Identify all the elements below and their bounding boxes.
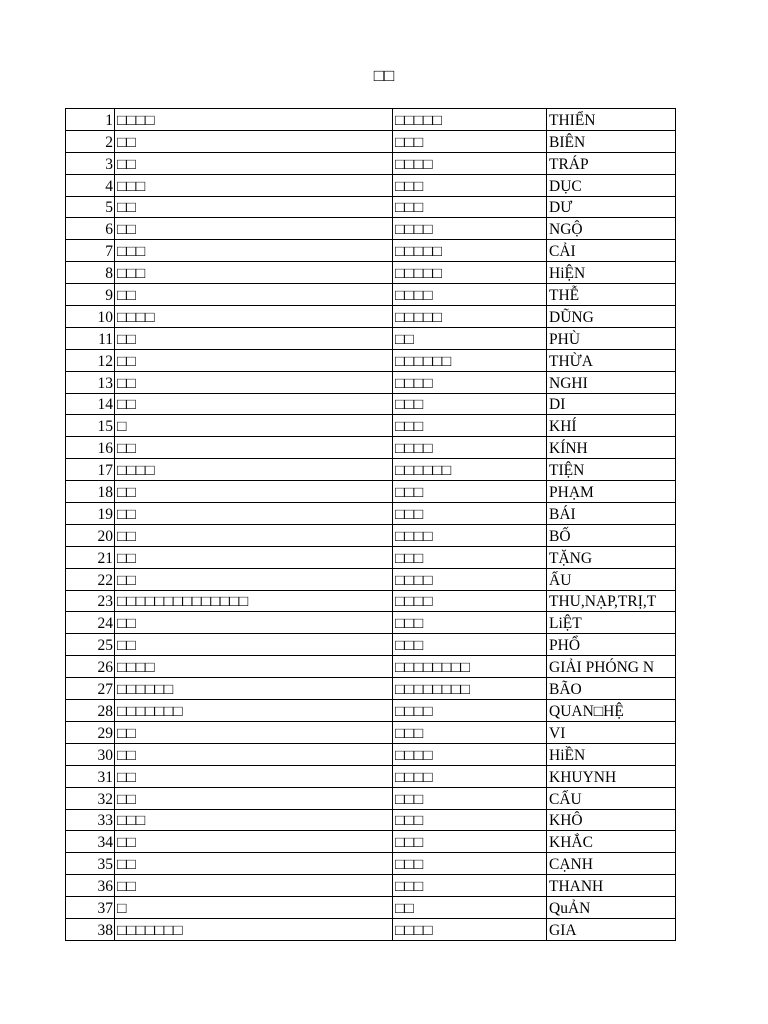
vietnamese-term-cell: KHÔ xyxy=(547,809,676,831)
table-row xyxy=(66,787,676,809)
table-row xyxy=(66,415,676,437)
chinese-term-cell: □□ xyxy=(115,787,393,809)
chinese-term-cell: □□ xyxy=(115,721,393,743)
table-row xyxy=(66,524,676,546)
vietnamese-term-cell: CẤU xyxy=(547,787,676,809)
vietnamese-term-cell: CẠNH xyxy=(547,853,676,875)
vietnamese-term-cell: BÁI xyxy=(547,503,676,525)
table-row xyxy=(66,743,676,765)
vietnamese-term-cell: KHẮC xyxy=(547,831,676,853)
row-number-cell: 14 xyxy=(66,393,115,415)
row-number-cell: 32 xyxy=(66,787,115,809)
chinese-term-cell: □□□ xyxy=(115,809,393,831)
row-number-cell: 24 xyxy=(66,612,115,634)
row-number-cell: 16 xyxy=(66,437,115,459)
vietnamese-term-cell: PHẠM xyxy=(547,481,676,503)
row-number-cell: 37 xyxy=(66,897,115,919)
pinyin-cell: □□□ xyxy=(393,787,547,809)
pinyin-cell: □□□□ xyxy=(393,743,547,765)
chinese-term-cell: □□ xyxy=(115,743,393,765)
vietnamese-term-cell: HiỀN xyxy=(547,743,676,765)
pinyin-cell: □□□□ xyxy=(393,700,547,722)
table-row xyxy=(66,568,676,590)
vietnamese-term-cell: DI xyxy=(547,393,676,415)
row-number-cell: 38 xyxy=(66,918,115,940)
pinyin-cell: □□□ xyxy=(393,875,547,897)
chinese-term-cell: □□ xyxy=(115,152,393,174)
table-row xyxy=(66,393,676,415)
chinese-term-cell: □□□□□□□ xyxy=(115,918,393,940)
chinese-term-cell: □□ xyxy=(115,284,393,306)
row-number-cell: 35 xyxy=(66,853,115,875)
chinese-term-cell: □□ xyxy=(115,634,393,656)
chinese-term-cell: □□□□□□ xyxy=(115,678,393,700)
chinese-term-cell: □□ xyxy=(115,393,393,415)
row-number-cell: 8 xyxy=(66,262,115,284)
table-row xyxy=(66,218,676,240)
chinese-term-cell: □□ xyxy=(115,831,393,853)
row-number-cell: 23 xyxy=(66,590,115,612)
pinyin-cell: □□ xyxy=(393,897,547,919)
pinyin-cell: □□□ xyxy=(393,174,547,196)
vietnamese-term-cell: NGHI xyxy=(547,371,676,393)
table-row xyxy=(66,897,676,919)
pinyin-cell: □□□□□□ xyxy=(393,349,547,371)
chinese-term-cell: □□□□ xyxy=(115,306,393,328)
pinyin-cell: □□□□ xyxy=(393,765,547,787)
chinese-term-cell: □□ xyxy=(115,853,393,875)
chinese-term-cell: □□ xyxy=(115,765,393,787)
table-row xyxy=(66,240,676,262)
vietnamese-term-cell: THỄ xyxy=(547,284,676,306)
row-number-cell: 30 xyxy=(66,743,115,765)
row-number-cell: 36 xyxy=(66,875,115,897)
row-number-cell: 7 xyxy=(66,240,115,262)
row-number-cell: 4 xyxy=(66,174,115,196)
pinyin-cell: □□□□□ xyxy=(393,240,547,262)
row-number-cell: 9 xyxy=(66,284,115,306)
chinese-term-cell: □□ xyxy=(115,568,393,590)
vietnamese-term-cell: BIÊN xyxy=(547,130,676,152)
vietnamese-term-cell: PHỔ xyxy=(547,634,676,656)
table-row xyxy=(66,918,676,940)
vietnamese-term-cell: LiỆT xyxy=(547,612,676,634)
pinyin-cell: □□□□ xyxy=(393,918,547,940)
vietnamese-term-cell: HiỆN xyxy=(547,262,676,284)
row-number-cell: 21 xyxy=(66,546,115,568)
pinyin-cell: □□□ xyxy=(393,130,547,152)
table-row xyxy=(66,349,676,371)
chinese-term-cell: □□ xyxy=(115,371,393,393)
table-row xyxy=(66,437,676,459)
vietnamese-term-cell: NGỘ xyxy=(547,218,676,240)
chinese-term-cell: □□ xyxy=(115,130,393,152)
vietnamese-term-cell: BỐ xyxy=(547,524,676,546)
table-row xyxy=(66,306,676,328)
table-row xyxy=(66,174,676,196)
table-row xyxy=(66,875,676,897)
pinyin-cell: □□□ xyxy=(393,196,547,218)
table-row xyxy=(66,678,676,700)
vietnamese-term-cell: GIA xyxy=(547,918,676,940)
pinyin-cell: □□□ xyxy=(393,415,547,437)
row-number-cell: 10 xyxy=(66,306,115,328)
table-row xyxy=(66,809,676,831)
vietnamese-term-cell: DỤC xyxy=(547,174,676,196)
table-row xyxy=(66,612,676,634)
table-row xyxy=(66,634,676,656)
row-number-cell: 13 xyxy=(66,371,115,393)
row-number-cell: 34 xyxy=(66,831,115,853)
chinese-term-cell: □□ xyxy=(115,875,393,897)
pinyin-cell: □□□□□□□□ xyxy=(393,678,547,700)
table-row xyxy=(66,481,676,503)
row-number-cell: 27 xyxy=(66,678,115,700)
vietnamese-term-cell: THANH xyxy=(547,875,676,897)
vietnamese-term-cell: CẢI xyxy=(547,240,676,262)
chinese-term-cell: □□ xyxy=(115,349,393,371)
row-number-cell: 1 xyxy=(66,109,115,131)
pinyin-cell: □□□□ xyxy=(393,437,547,459)
pinyin-cell: □□□ xyxy=(393,721,547,743)
table-row xyxy=(66,371,676,393)
pinyin-cell: □□□□ xyxy=(393,568,547,590)
pinyin-cell: □□□□□ xyxy=(393,109,547,131)
vietnamese-term-cell: QuẢN xyxy=(547,897,676,919)
pinyin-cell: □□□ xyxy=(393,809,547,831)
pinyin-cell: □□□□ xyxy=(393,152,547,174)
row-number-cell: 25 xyxy=(66,634,115,656)
pinyin-cell: □□□□ xyxy=(393,590,547,612)
row-number-cell: 17 xyxy=(66,459,115,481)
table-row xyxy=(66,109,676,131)
row-number-cell: 18 xyxy=(66,481,115,503)
chinese-term-cell: □□□□ xyxy=(115,459,393,481)
row-number-cell: 20 xyxy=(66,524,115,546)
table-row xyxy=(66,152,676,174)
table-row xyxy=(66,503,676,525)
pinyin-cell: □□□ xyxy=(393,831,547,853)
row-number-cell: 26 xyxy=(66,656,115,678)
table-row xyxy=(66,196,676,218)
table-row xyxy=(66,459,676,481)
table-row xyxy=(66,831,676,853)
chinese-term-cell: □□□ xyxy=(115,174,393,196)
chinese-term-cell: □□ xyxy=(115,524,393,546)
pinyin-cell: □□□□ xyxy=(393,371,547,393)
pinyin-cell: □□□□□□□□ xyxy=(393,656,547,678)
row-number-cell: 33 xyxy=(66,809,115,831)
pinyin-cell: □□□ xyxy=(393,481,547,503)
chinese-term-cell: □□ xyxy=(115,437,393,459)
table-row xyxy=(66,656,676,678)
pinyin-cell: □□□ xyxy=(393,546,547,568)
pinyin-cell: □□□□□□ xyxy=(393,459,547,481)
chinese-term-cell: □□ xyxy=(115,327,393,349)
table-row xyxy=(66,546,676,568)
row-number-cell: 31 xyxy=(66,765,115,787)
table-row xyxy=(66,853,676,875)
chinese-term-cell: □ xyxy=(115,897,393,919)
pinyin-cell: □□□ xyxy=(393,393,547,415)
row-number-cell: 2 xyxy=(66,130,115,152)
vietnamese-term-cell: TIỆN xyxy=(547,459,676,481)
chinese-term-cell: □□ xyxy=(115,546,393,568)
chinese-term-cell: □□□□ xyxy=(115,109,393,131)
row-number-cell: 22 xyxy=(66,568,115,590)
table-row xyxy=(66,327,676,349)
pinyin-cell: □□□□ xyxy=(393,218,547,240)
chinese-term-cell: □□ xyxy=(115,503,393,525)
table-row xyxy=(66,284,676,306)
chinese-term-cell: □□ xyxy=(115,218,393,240)
pinyin-cell: □□□□□ xyxy=(393,306,547,328)
table-row xyxy=(66,590,676,612)
row-number-cell: 3 xyxy=(66,152,115,174)
vietnamese-term-cell: KHÍ xyxy=(547,415,676,437)
row-number-cell: 15 xyxy=(66,415,115,437)
vietnamese-term-cell: QUAN□HỆ xyxy=(547,700,676,722)
table-row xyxy=(66,130,676,152)
pinyin-cell: □□□□ xyxy=(393,524,547,546)
chinese-term-cell: □□ xyxy=(115,196,393,218)
table-row xyxy=(66,700,676,722)
row-number-cell: 19 xyxy=(66,503,115,525)
table-row xyxy=(66,721,676,743)
chinese-term-cell: □□□□□□□ xyxy=(115,700,393,722)
pinyin-cell: □□ xyxy=(393,327,547,349)
chinese-term-cell: □□□ xyxy=(115,262,393,284)
vietnamese-term-cell: GIẢI PHÓNG N xyxy=(547,656,676,678)
pinyin-cell: □□□ xyxy=(393,612,547,634)
vietnamese-term-cell: THU,NẠP,TRỊ,T xyxy=(547,590,676,612)
table-body xyxy=(66,109,676,941)
row-number-cell: 6 xyxy=(66,218,115,240)
vocabulary-table xyxy=(65,108,676,941)
pinyin-cell: □□□□ xyxy=(393,284,547,306)
row-number-cell: 28 xyxy=(66,700,115,722)
row-number-cell: 5 xyxy=(66,196,115,218)
vietnamese-term-cell: DŨNG xyxy=(547,306,676,328)
vietnamese-term-cell: TRÁP xyxy=(547,152,676,174)
pinyin-cell: □□□ xyxy=(393,853,547,875)
row-number-cell: 11 xyxy=(66,327,115,349)
pinyin-cell: □□□ xyxy=(393,503,547,525)
chinese-term-cell: □ xyxy=(115,415,393,437)
vietnamese-term-cell: TẶNG xyxy=(547,546,676,568)
vietnamese-term-cell: VI xyxy=(547,721,676,743)
row-number-cell: 29 xyxy=(66,721,115,743)
vietnamese-term-cell: THIỂN xyxy=(547,109,676,131)
vietnamese-term-cell: DƯ xyxy=(547,196,676,218)
chinese-term-cell: □□□□□□□□□□□□□□ xyxy=(115,590,393,612)
vietnamese-term-cell: ẤU xyxy=(547,568,676,590)
chinese-term-cell: □□□ xyxy=(115,240,393,262)
vietnamese-term-cell: PHÙ xyxy=(547,327,676,349)
table-row xyxy=(66,765,676,787)
chinese-term-cell: □□ xyxy=(115,612,393,634)
chinese-term-cell: □□□□ xyxy=(115,656,393,678)
pinyin-cell: □□□□□ xyxy=(393,262,547,284)
vietnamese-term-cell: KHUYNH xyxy=(547,765,676,787)
table-row xyxy=(66,262,676,284)
pinyin-cell: □□□ xyxy=(393,634,547,656)
chinese-term-cell: □□ xyxy=(115,481,393,503)
vietnamese-term-cell: THỪA xyxy=(547,349,676,371)
page-title: □□ xyxy=(373,66,395,85)
vietnamese-term-cell: KÍNH xyxy=(547,437,676,459)
row-number-cell: 12 xyxy=(66,349,115,371)
vietnamese-term-cell: BÃO xyxy=(547,678,676,700)
